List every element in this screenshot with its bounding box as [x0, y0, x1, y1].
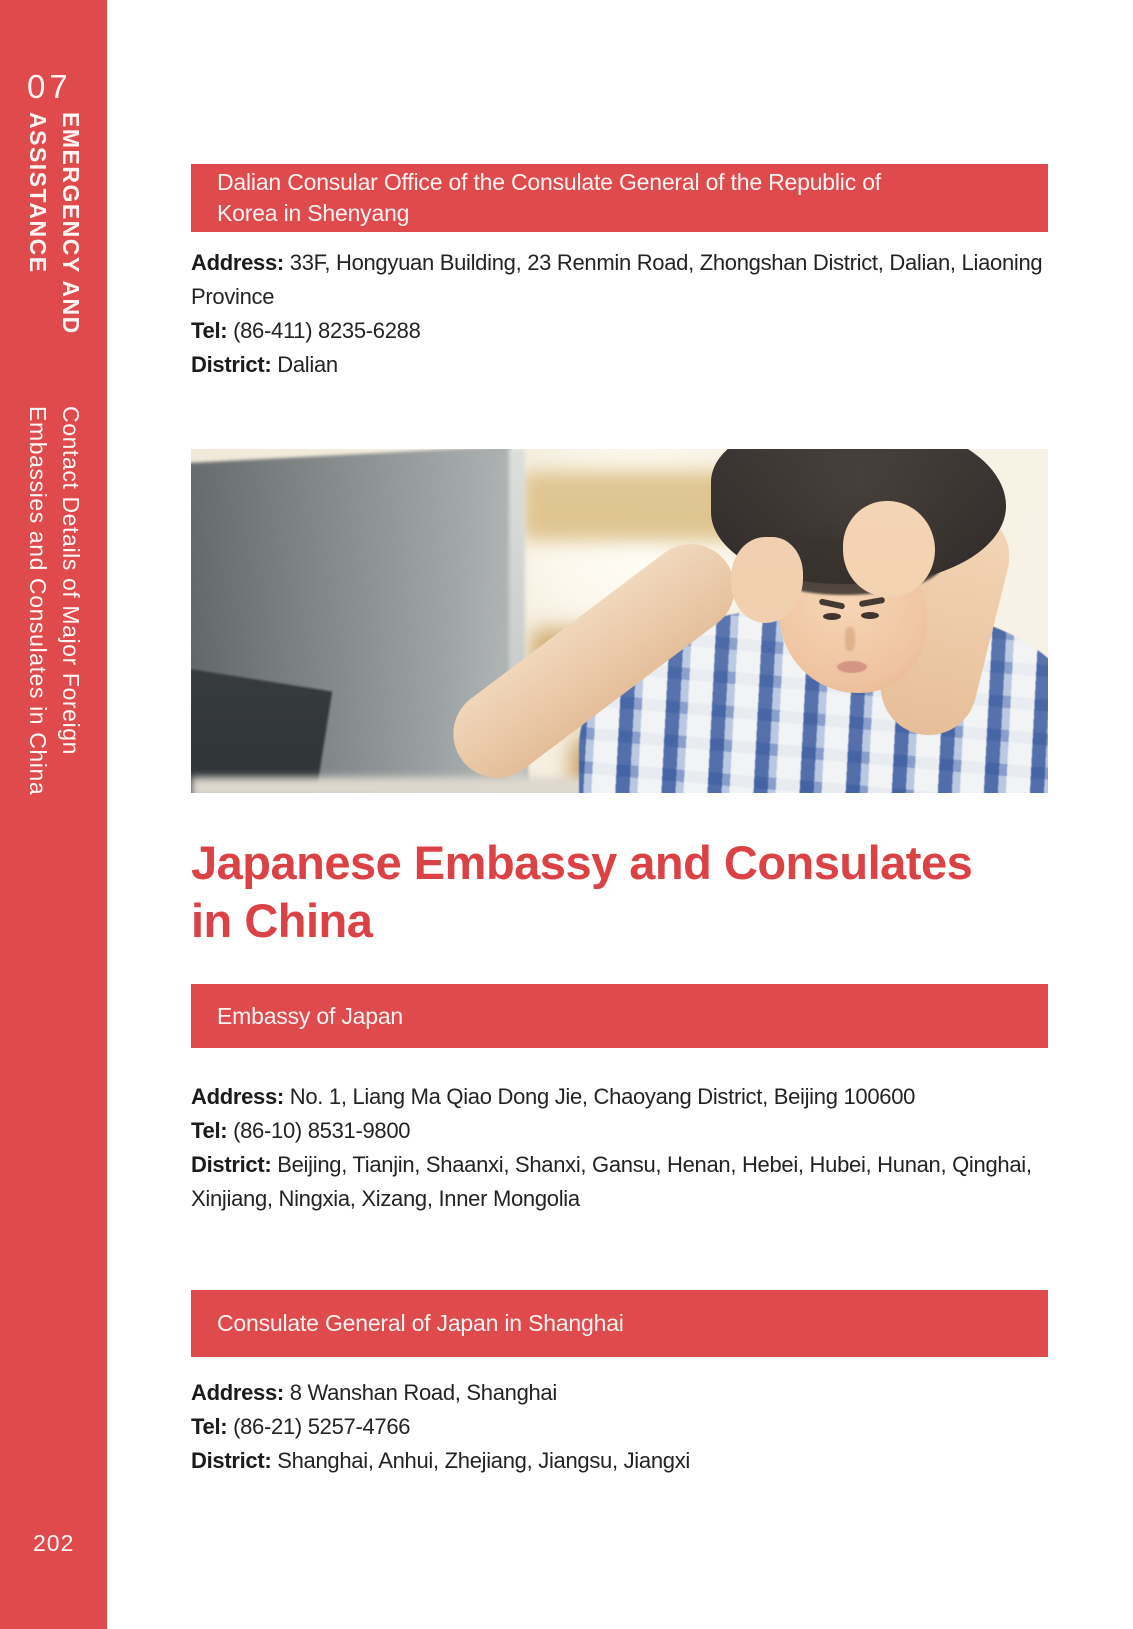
section-title-line: Embassies and Consulates in China	[25, 406, 51, 796]
address-value: 33F, Hongyuan Building, 23 Renmin Road, Zhongshan District, Dalian, Liaoning Province	[191, 250, 1043, 309]
photo-light-overlay	[191, 449, 1048, 793]
tel-row	[191, 1410, 1071, 1444]
tel-row	[191, 314, 1071, 348]
district-row	[191, 1148, 1071, 1216]
tel-value: (86-10) 8531-9800	[233, 1118, 411, 1143]
entry-banner-consulate-shanghai	[191, 1290, 1048, 1357]
section-title-line: Contact Details of Major Foreign	[58, 406, 84, 756]
page-number: 202	[33, 1530, 75, 1556]
entry-details-dalian	[191, 246, 1071, 382]
district-row	[191, 1444, 1071, 1478]
tel-label: Tel:	[191, 1414, 228, 1439]
address-row	[191, 246, 1071, 314]
chapter-title-vertical	[21, 112, 87, 335]
district-value: Shanghai, Anhui, Zhejiang, Jiangsu, Jiangxi	[277, 1448, 690, 1473]
district-value: Dalian	[277, 352, 338, 377]
entry-banner-title: Dalian Consular Office of the Consulate General of the Republic of Korea in Shenyang	[217, 169, 881, 226]
tel-value: (86-411) 8235-6288	[233, 318, 421, 343]
entry-details-embassy-of-japan	[191, 1080, 1071, 1216]
address-label: Address:	[191, 250, 284, 275]
chapter-title-line: ASSISTANCE	[25, 112, 51, 274]
stressed-man-photo	[191, 449, 1048, 793]
district-row	[191, 348, 1071, 382]
main-content	[191, 0, 1071, 1629]
entry-details-consulate-shanghai	[191, 1376, 1071, 1478]
tel-label: Tel:	[191, 1118, 228, 1143]
chapter-sidebar	[0, 0, 107, 1629]
district-label: District:	[191, 352, 272, 377]
page-heading: Japanese Embassy and Consulates in China	[191, 836, 973, 947]
address-label: Address:	[191, 1380, 284, 1405]
address-label: Address:	[191, 1084, 284, 1109]
district-label: District:	[191, 1152, 272, 1177]
entry-banner-dalian-consular-office	[191, 164, 1048, 232]
chapter-title-line: EMERGENCY AND	[58, 112, 84, 335]
district-value: Beijing, Tianjin, Shaanxi, Shanxi, Gansu, Henan, Hebei, Hubei, Hunan, Qinghai, Xinjiang, Ningxia, Xizang, Inner Mongolia	[191, 1152, 1032, 1211]
tel-value: (86-21) 5257-4766	[233, 1414, 411, 1439]
tel-row	[191, 1114, 1071, 1148]
address-row	[191, 1376, 1071, 1410]
tel-label: Tel:	[191, 318, 228, 343]
address-value: No. 1, Liang Ma Qiao Dong Jie, Chaoyang District, Beijing 100600	[289, 1084, 916, 1109]
section-title-vertical	[21, 406, 87, 795]
address-value: 8 Wanshan Road, Shanghai	[289, 1380, 557, 1405]
chapter-number: 07	[27, 68, 72, 105]
entry-banner-title: Embassy of Japan	[217, 1002, 404, 1029]
entry-banner-embassy-of-japan	[191, 984, 1048, 1048]
district-label: District:	[191, 1448, 272, 1473]
address-row	[191, 1080, 1071, 1114]
entry-banner-title: Consulate General of Japan in Shanghai	[217, 1310, 624, 1336]
